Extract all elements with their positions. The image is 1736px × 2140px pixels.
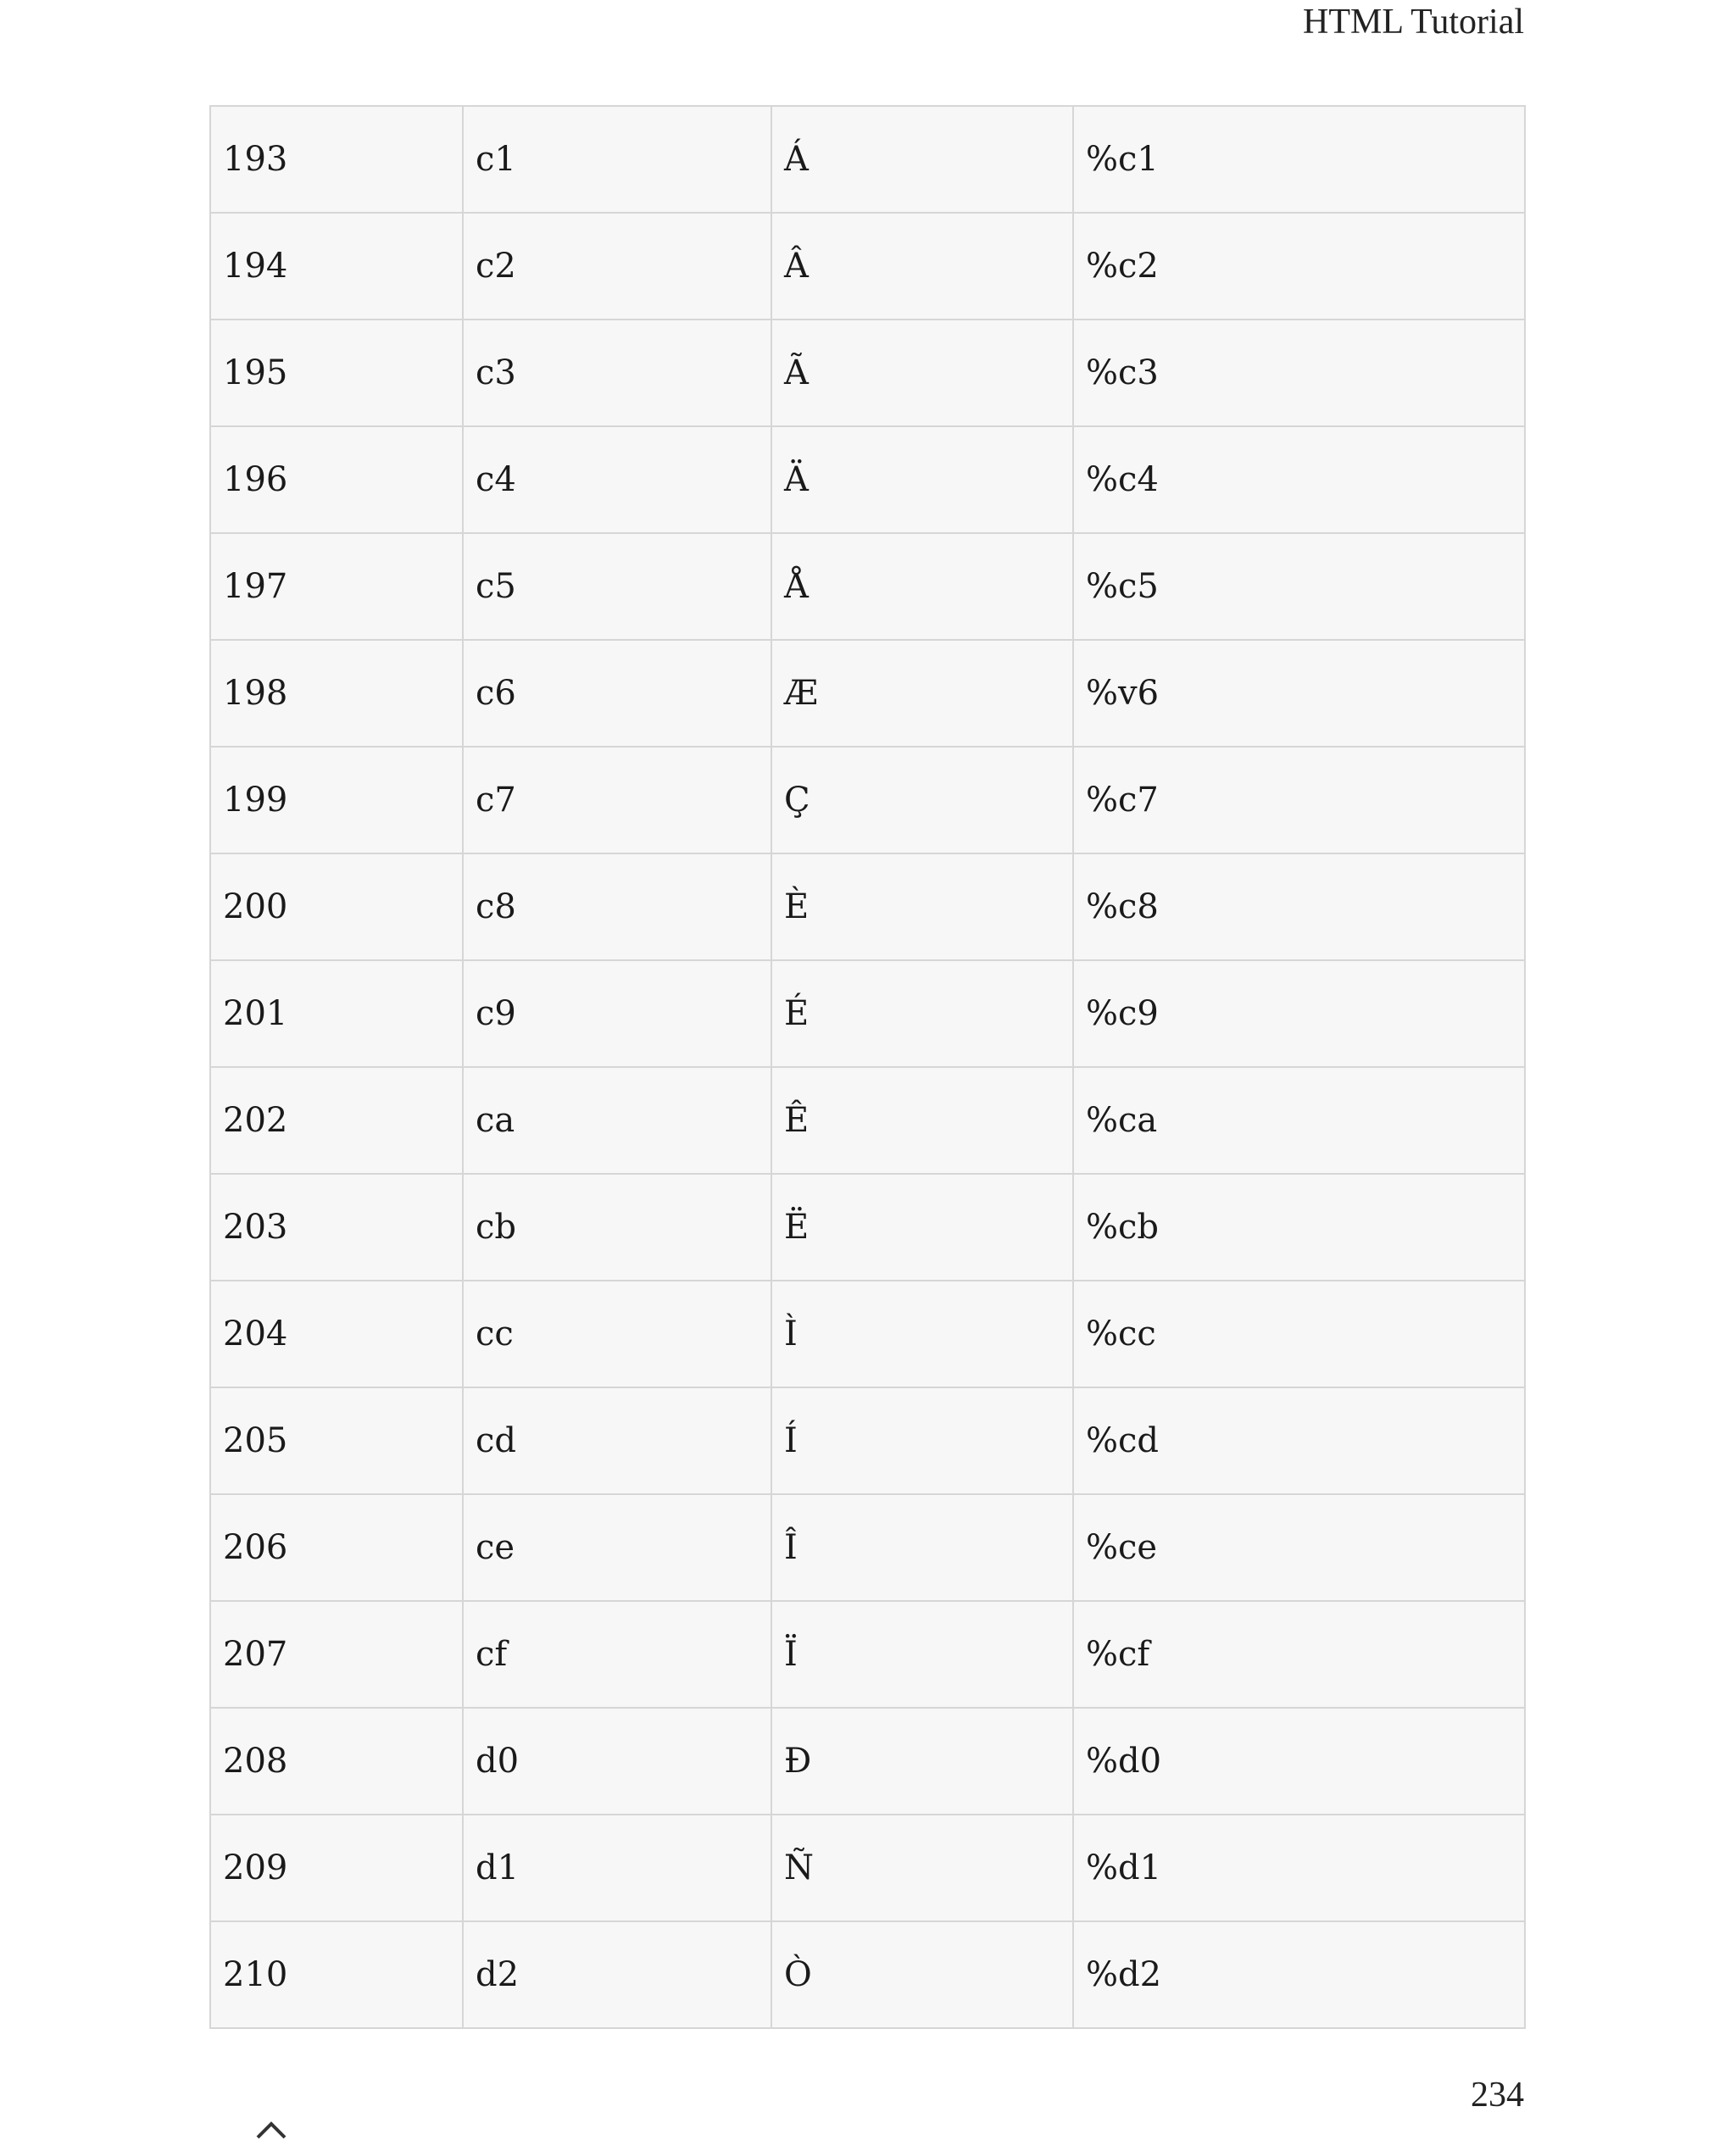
decimal-cell: 209 <box>210 1815 463 1921</box>
hex-cell: c8 <box>463 853 771 960</box>
character-cell: Ã <box>771 320 1073 426</box>
url-encoding-cell: %d1 <box>1073 1815 1525 1921</box>
character-cell: Á <box>771 106 1073 213</box>
url-encoding-cell: %c2 <box>1073 213 1525 320</box>
table-body <box>210 106 1525 2028</box>
url-encoding-cell: %d0 <box>1073 1708 1525 1815</box>
table-row <box>210 747 1525 853</box>
decimal-cell: 204 <box>210 1281 463 1387</box>
decimal-cell: 205 <box>210 1387 463 1494</box>
table-row <box>210 960 1525 1067</box>
hex-cell: ce <box>463 1494 771 1601</box>
table-row <box>210 853 1525 960</box>
hex-cell: cb <box>463 1174 771 1281</box>
character-cell: È <box>771 853 1073 960</box>
hex-cell: c6 <box>463 640 771 747</box>
table-row <box>210 1281 1525 1387</box>
table-row <box>210 640 1525 747</box>
table-row <box>210 1815 1525 1921</box>
url-encoding-cell: %d2 <box>1073 1921 1525 2028</box>
hex-cell: d2 <box>463 1921 771 2028</box>
hex-cell: ca <box>463 1067 771 1174</box>
decimal-cell: 206 <box>210 1494 463 1601</box>
character-cell: Â <box>771 213 1073 320</box>
character-cell: Æ <box>771 640 1073 747</box>
character-cell: Å <box>771 533 1073 640</box>
decimal-cell: 208 <box>210 1708 463 1815</box>
table-row <box>210 320 1525 426</box>
decimal-cell: 210 <box>210 1921 463 2028</box>
character-cell: Î <box>771 1494 1073 1601</box>
page-number: 234 <box>1471 2076 1524 2115</box>
url-encoding-cell: %ce <box>1073 1494 1525 1601</box>
url-encoding-cell: %c1 <box>1073 106 1525 213</box>
hex-cell: c3 <box>463 320 771 426</box>
url-encoding-cell: %cf <box>1073 1601 1525 1708</box>
decimal-cell: 200 <box>210 853 463 960</box>
url-encoding-cell: %cb <box>1073 1174 1525 1281</box>
character-cell: Ñ <box>771 1815 1073 1921</box>
hex-cell: c4 <box>463 426 771 533</box>
character-cell: Ë <box>771 1174 1073 1281</box>
url-encoding-cell: %c3 <box>1073 320 1525 426</box>
url-encoding-cell: %c9 <box>1073 960 1525 1067</box>
decimal-cell: 199 <box>210 747 463 853</box>
hex-cell: c9 <box>463 960 771 1067</box>
decimal-cell: 202 <box>210 1067 463 1174</box>
hex-cell: c2 <box>463 213 771 320</box>
caret-up-icon <box>254 2119 288 2140</box>
table-row <box>210 106 1525 213</box>
decimal-cell: 198 <box>210 640 463 747</box>
url-encoding-cell: %cc <box>1073 1281 1525 1387</box>
character-cell: Ä <box>771 426 1073 533</box>
decimal-cell: 193 <box>210 106 463 213</box>
table-row <box>210 426 1525 533</box>
hex-cell: cf <box>463 1601 771 1708</box>
table-row <box>210 213 1525 320</box>
url-encoding-cell: %c8 <box>1073 853 1525 960</box>
url-encoding-cell: %ca <box>1073 1067 1525 1174</box>
table-row <box>210 1708 1525 1815</box>
hex-cell: cd <box>463 1387 771 1494</box>
character-cell: Ò <box>771 1921 1073 2028</box>
decimal-cell: 194 <box>210 213 463 320</box>
character-cell: Ï <box>771 1601 1073 1708</box>
url-encoding-cell: %v6 <box>1073 640 1525 747</box>
decimal-cell: 196 <box>210 426 463 533</box>
table-row <box>210 1387 1525 1494</box>
hex-cell: d1 <box>463 1815 771 1921</box>
decimal-cell: 201 <box>210 960 463 1067</box>
character-cell: Ì <box>771 1281 1073 1387</box>
character-encoding-table <box>209 105 1526 2029</box>
table-row <box>210 1174 1525 1281</box>
url-encoding-cell: %c7 <box>1073 747 1525 853</box>
table-row <box>210 1494 1525 1601</box>
table-row <box>210 533 1525 640</box>
hex-cell: c1 <box>463 106 771 213</box>
hex-cell: c7 <box>463 747 771 853</box>
url-encoding-cell: %c4 <box>1073 426 1525 533</box>
hex-cell: c5 <box>463 533 771 640</box>
decimal-cell: 195 <box>210 320 463 426</box>
hex-cell: cc <box>463 1281 771 1387</box>
character-cell: Đ <box>771 1708 1073 1815</box>
character-cell: Ê <box>771 1067 1073 1174</box>
table-row <box>210 1067 1525 1174</box>
table-row <box>210 1601 1525 1708</box>
running-header-title: HTML Tutorial <box>1303 3 1524 42</box>
url-encoding-cell: %cd <box>1073 1387 1525 1494</box>
url-encoding-cell: %c5 <box>1073 533 1525 640</box>
decimal-cell: 207 <box>210 1601 463 1708</box>
character-cell: Ç <box>771 747 1073 853</box>
character-cell: Í <box>771 1387 1073 1494</box>
hex-cell: d0 <box>463 1708 771 1815</box>
character-cell: É <box>771 960 1073 1067</box>
decimal-cell: 197 <box>210 533 463 640</box>
table-row <box>210 1921 1525 2028</box>
decimal-cell: 203 <box>210 1174 463 1281</box>
